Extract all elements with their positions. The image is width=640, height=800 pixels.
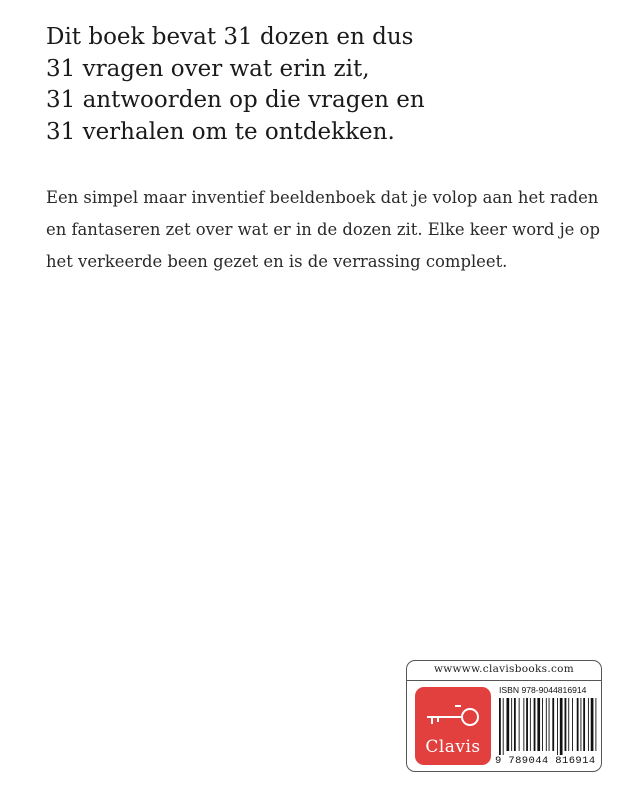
key-icon	[425, 699, 481, 733]
barcode-bar	[537, 698, 540, 751]
intro-line: 31 antwoorden op die vragen en	[46, 87, 425, 113]
isbn-label: ISBN 978-9044816914	[499, 685, 587, 695]
barcode-bar	[526, 698, 528, 751]
intro-line: 31 verhalen om te ontdekken.	[46, 118, 395, 145]
publisher-barcode-box	[406, 660, 602, 772]
barcode-bar	[583, 698, 585, 751]
description-line: Een simpel maar inventief beeldenboek dat je volop aan het raden	[46, 188, 599, 207]
publisher-logo-text: Clavis	[425, 737, 481, 757]
intro-text	[46, 22, 425, 148]
publisher-website[interactable]: wwwww.clavisbooks.com	[433, 663, 575, 675]
barcode-bar	[568, 698, 569, 751]
barcode-bar	[560, 698, 563, 755]
barcode	[499, 698, 597, 755]
description-line: het verkeerde been gezet en is de verrassing compleet.	[46, 252, 508, 271]
divider	[407, 680, 601, 681]
barcode-bar	[549, 698, 550, 751]
barcode-bar	[546, 698, 547, 751]
barcode-bar	[519, 698, 520, 751]
barcode-bar	[499, 698, 501, 755]
barcode-bar	[557, 698, 558, 755]
barcode-bar	[503, 698, 504, 755]
barcode-bar	[506, 698, 509, 751]
barcode-bar	[511, 698, 512, 751]
barcode-bar	[514, 698, 516, 751]
barcode-bar	[542, 698, 543, 751]
barcode-bar	[565, 698, 567, 751]
barcode-bar	[530, 698, 531, 751]
barcode-bar	[588, 698, 589, 751]
publisher-logo	[415, 687, 491, 765]
barcode-bar	[523, 698, 524, 751]
barcode-bar	[534, 698, 536, 751]
barcode-bar	[577, 698, 579, 751]
description-text	[46, 182, 600, 278]
ean-digits: 9 789044 816914	[495, 755, 596, 767]
barcode-bar	[591, 698, 594, 751]
intro-line: 31 vragen over wat erin zit,	[46, 55, 370, 82]
description-line: en fantaseren zet over wat er in de dozen zit. Elke keer word je op	[46, 220, 600, 239]
barcode-bar	[552, 698, 554, 751]
barcode-bar	[580, 698, 581, 751]
barcode-bar	[572, 698, 573, 751]
intro-line: Dit boek bevat 31 dozen en dus	[46, 24, 414, 50]
barcode-bar	[595, 698, 596, 751]
